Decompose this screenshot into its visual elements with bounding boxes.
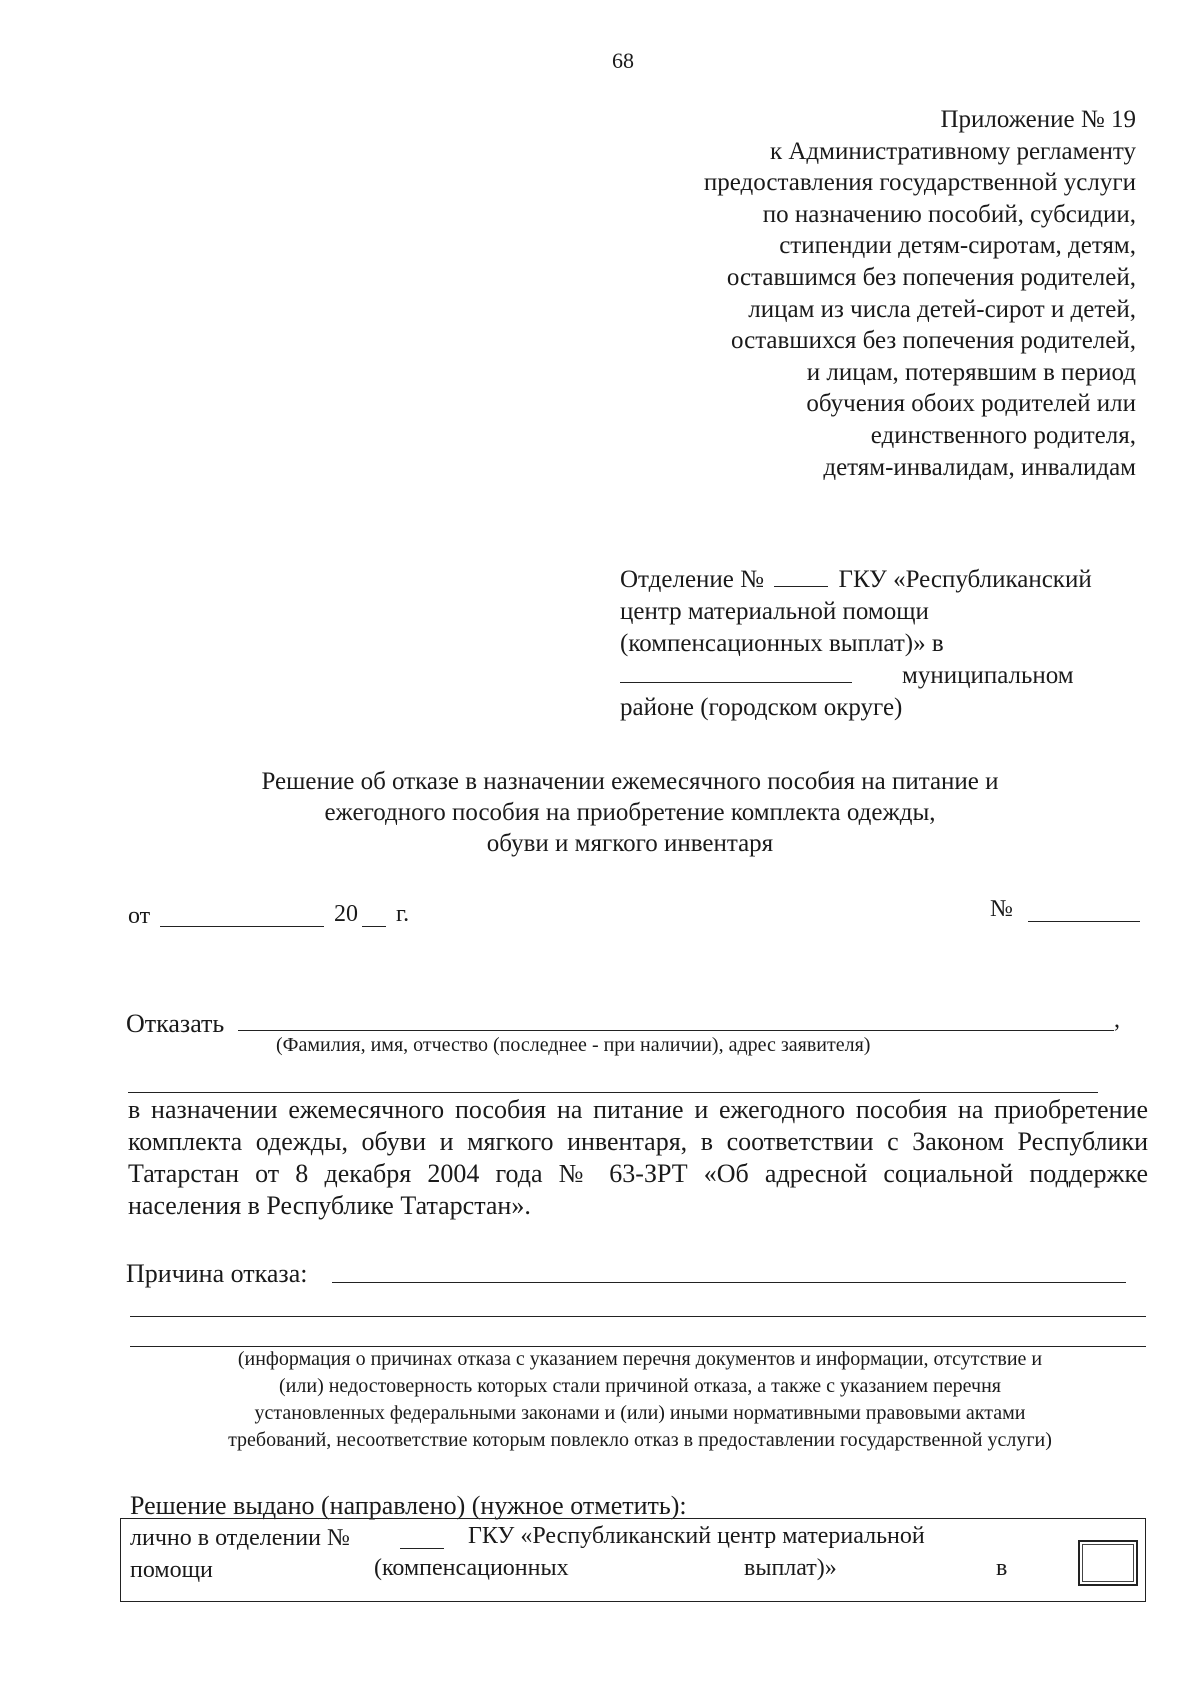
appendix-line: детям-инвалидам, инвалидам [823, 453, 1136, 481]
appendix-line: Приложение № 19 [940, 106, 1136, 133]
appendix-line: по назначению пособий, субсидии, [762, 200, 1136, 228]
option-line2-part-1: помощи [130, 1557, 213, 1583]
reason-caption [130, 1346, 1150, 1454]
year-blank[interactable] [362, 926, 386, 927]
issued-label: Решение выдано (направлено) (нужное отметить): [130, 1491, 687, 1520]
appendix-line: предоставления государственной услуги [703, 169, 1136, 197]
option-org-label: ГКУ «Республиканский центр материальной [468, 1523, 925, 1549]
reason-caption-line: (информация о причинах отказа с указанием перечня документов и информации, отсутствие и [237, 1348, 1043, 1370]
appendix-line: стипендии детям-сиротам, детям, [779, 232, 1136, 260]
appendix-line: оставшимся без попечения родителей, [726, 263, 1136, 291]
department-number-blank[interactable] [774, 566, 828, 587]
page-number: 68 [612, 48, 634, 73]
reason-blank-1[interactable] [332, 1282, 1126, 1283]
recipient-block [620, 564, 1140, 724]
refusal-paragraph: в назначении ежемесячного пособия на питание и ежегодного пособия на приобретение комплекта одежды, обуви и мягкого инвентаря, в соответствии с Законом Республики Татарстан от 8 декабря 2004 года № 63-ЗРТ «Об адресной социальной поддержке населения в Республике Татарстан». [128, 1095, 1148, 1220]
refuse-label: Отказать [126, 1009, 225, 1038]
recipient-line-1 [620, 564, 1140, 596]
applicant-address-blank[interactable] [128, 1092, 1098, 1093]
date-from-label: от [128, 903, 151, 929]
option-in-person-label: лично в отделении № [130, 1525, 350, 1551]
recipient-org-label: ГКУ «Республиканский [838, 566, 1092, 593]
title-line: ежегодного пособия на приобретение комплекта одежды, [324, 799, 936, 826]
municipal-label: муниципальном [902, 662, 1074, 689]
appendix-line: лицам из числа детей-сирот и детей, [748, 295, 1136, 323]
date-blank[interactable] [160, 926, 324, 927]
appendix-line: оставшихся без попечения родителей, [730, 327, 1136, 355]
reason-blank-2[interactable] [130, 1316, 1146, 1317]
recipient-line-3: (компенсационных выплат)» в [620, 630, 944, 657]
option-line2-part-2: (компенсационных [374, 1555, 569, 1581]
applicant-caption: (Фамилия, имя, отчество (последнее - при наличии), адрес заявителя) [276, 1034, 871, 1056]
number-label: № [990, 896, 1013, 922]
document-title [110, 766, 1150, 859]
decision-number-blank[interactable] [1028, 921, 1140, 922]
reason-label: Причина отказа: [126, 1259, 308, 1288]
option-line2-part-3: выплат)» [744, 1555, 837, 1581]
title-line: обуви и мягкого инвентаря [486, 830, 774, 857]
municipality-blank[interactable] [620, 662, 852, 683]
trailing-comma: , [1114, 1007, 1120, 1033]
title-line: Решение об отказе в назначении ежемесячного пособия на питание и [261, 768, 999, 795]
year-prefix: 20 [334, 901, 358, 927]
reason-caption-line: требований, несоответствие которым повлекло отказ в предоставлении государственной услуги) [228, 1429, 1052, 1451]
recipient-line-5: районе (городском округе) [620, 694, 903, 721]
recipient-department-label: Отделение № [620, 566, 764, 593]
appendix-line: единственного родителя, [870, 421, 1136, 449]
reason-caption-line: (или) недостоверность которых стали причиной отказа, а также с указанием перечня [279, 1375, 1001, 1397]
year-suffix: г. [396, 901, 410, 927]
appendix-header [536, 104, 1136, 483]
reason-caption-line: установленных федеральными законами и (или) иными нормативными правовыми актами [254, 1402, 1026, 1424]
option-line2-part-4: в [996, 1555, 1008, 1581]
appendix-line: и лицам, потерявшим в период [806, 358, 1136, 386]
option-in-person-checkbox[interactable] [1078, 1540, 1138, 1586]
recipient-line-4 [620, 660, 1140, 692]
appendix-line: обучения обоих родителей или [806, 390, 1136, 418]
option-department-number-blank[interactable] [400, 1548, 444, 1549]
recipient-line-2: центр материальной помощи [620, 598, 929, 625]
appendix-line: к Административному регламенту [769, 137, 1136, 165]
